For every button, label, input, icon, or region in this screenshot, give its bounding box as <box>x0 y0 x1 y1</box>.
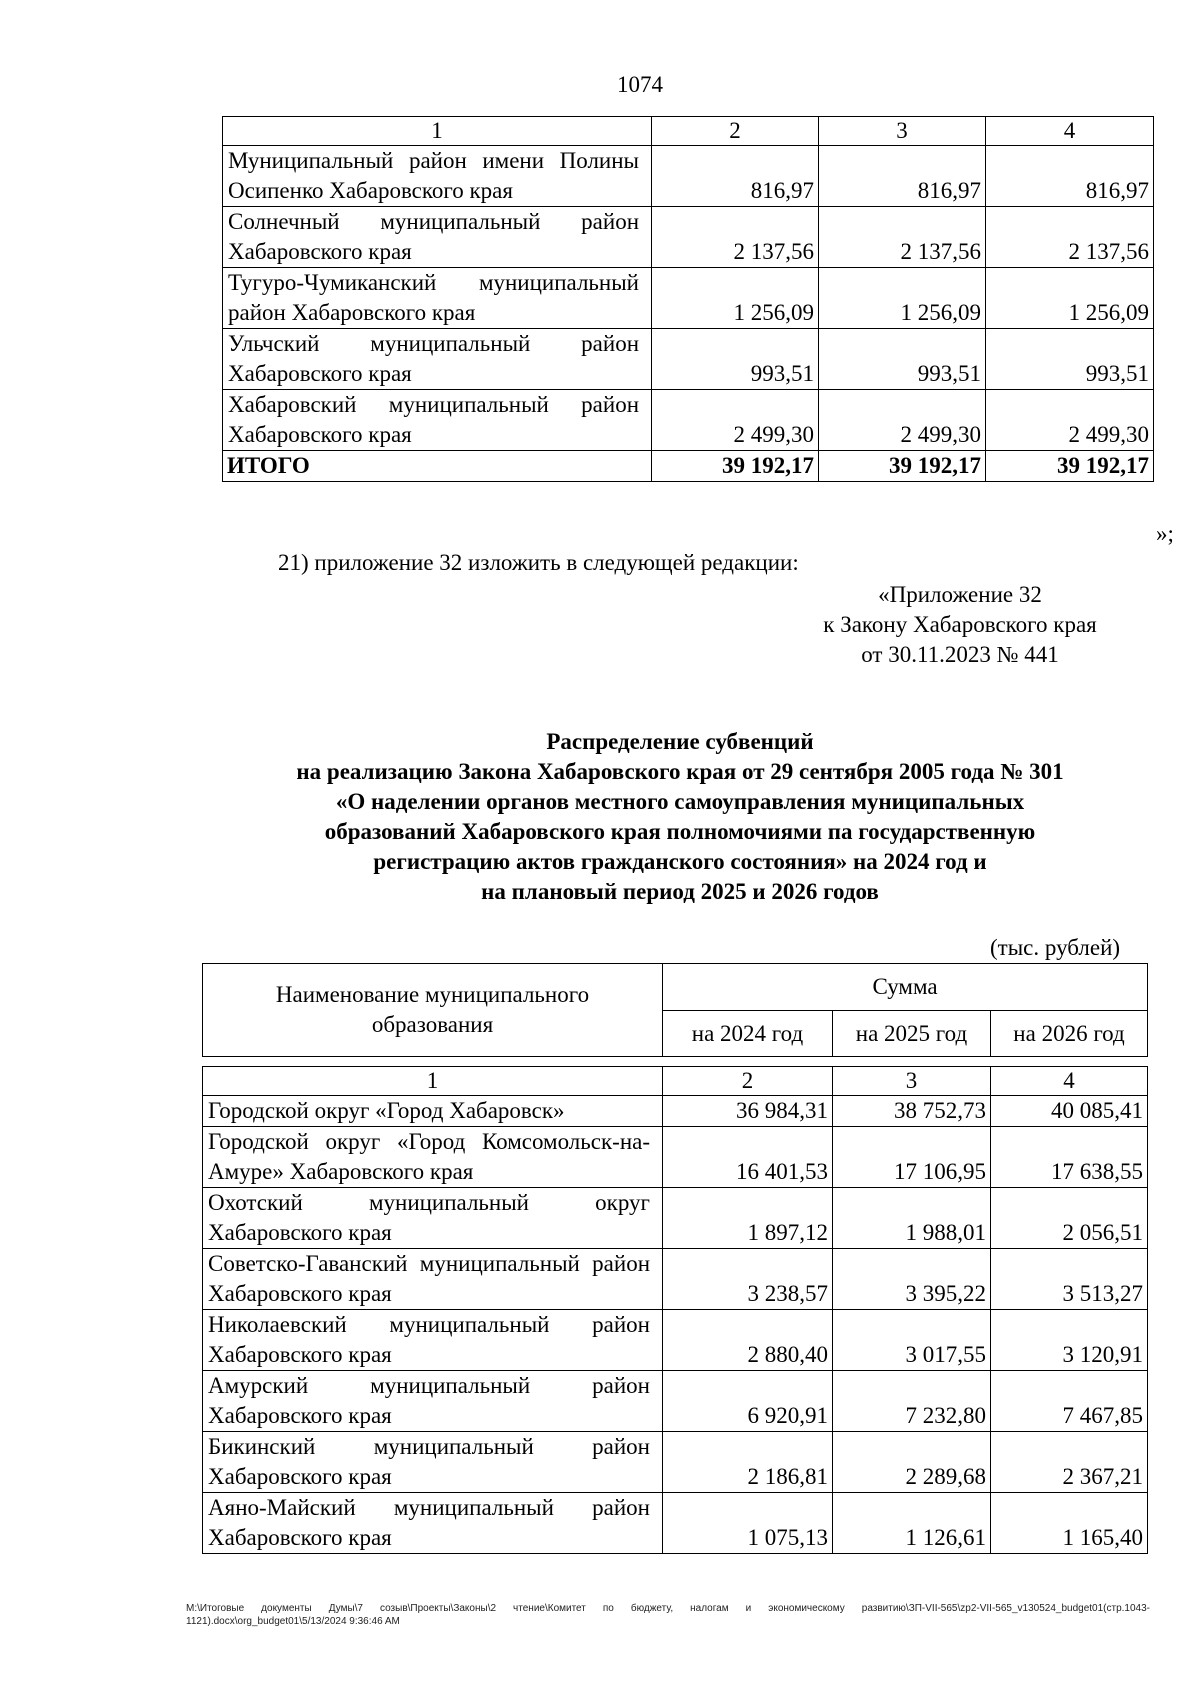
column-number: 1 <box>223 117 652 146</box>
amount-cell: 816,97 <box>986 146 1154 207</box>
table-row <box>223 146 1154 207</box>
amount-2025: 1 126,61 <box>833 1493 991 1554</box>
amount-2025: 3 017,55 <box>833 1310 991 1371</box>
amount-cell: 993,51 <box>652 329 819 390</box>
column-number: 4 <box>991 1067 1148 1096</box>
column-number: 3 <box>819 117 986 146</box>
amount-2026: 3 120,91 <box>991 1310 1148 1371</box>
municipality-name: Солнечный муниципальный район Хабаровского края <box>223 207 652 268</box>
amount-cell: 1 256,09 <box>819 268 986 329</box>
municipality-name: Советско-Гаванский муниципальный район Хабаровского края <box>203 1249 663 1310</box>
title-line: образований Хабаровского края полномочиями па государственную <box>324 819 1036 844</box>
title-line: «О наделении органов местного самоуправления муниципальных <box>335 789 1025 814</box>
appendix-line: от 30.11.2023 № 441 <box>861 642 1059 667</box>
municipality-name: Аяно-Майский муниципальный район Хабаровского края <box>203 1493 663 1554</box>
municipality-name: Муниципальный район имени Полины Осипенко Хабаровского края <box>223 146 652 207</box>
total-row <box>223 451 1154 482</box>
total-amount: 39 192,17 <box>986 451 1154 482</box>
table-row <box>223 268 1154 329</box>
subvention-table-header <box>202 963 1148 1057</box>
municipality-name: Городской округ «Город Хабаровск» <box>203 1096 663 1127</box>
amount-cell: 2 499,30 <box>819 390 986 451</box>
total-amount: 39 192,17 <box>819 451 986 482</box>
appendix-line: к Закону Хабаровского края <box>823 612 1097 637</box>
column-number: 2 <box>663 1067 833 1096</box>
municipality-name: Охотский муниципальный округ Хабаровского края <box>203 1188 663 1249</box>
table-row <box>223 329 1154 390</box>
amendment-paragraph: 21) приложение 32 изложить в следующей редакции: <box>278 550 799 575</box>
column-number: 4 <box>986 117 1154 146</box>
year-header: на 2026 год <box>991 1011 1148 1057</box>
amount-2026: 3 513,27 <box>991 1249 1148 1310</box>
amount-2026: 2 367,21 <box>991 1432 1148 1493</box>
table-row <box>203 1432 1148 1493</box>
amount-2025: 1 988,01 <box>833 1188 991 1249</box>
amount-cell: 2 499,30 <box>986 390 1154 451</box>
amount-cell: 2 499,30 <box>652 390 819 451</box>
amount-2025: 3 395,22 <box>833 1249 991 1310</box>
amount-2026: 2 056,51 <box>991 1188 1148 1249</box>
municipality-name: Тугуро-Чумиканский муниципальный район Хабаровского края <box>223 268 652 329</box>
subvention-table <box>202 1066 1148 1554</box>
table-header-row <box>223 117 1154 146</box>
amount-cell: 2 137,56 <box>819 207 986 268</box>
amount-2024: 6 920,91 <box>663 1371 833 1432</box>
column-number: 1 <box>203 1067 663 1096</box>
table-row <box>223 390 1154 451</box>
document-title <box>180 727 1180 907</box>
municipality-name: Городской округ «Город Комсомольск-на-Амуре» Хабаровского края <box>203 1127 663 1188</box>
municipality-name: Бикинский муниципальный район Хабаровского края <box>203 1432 663 1493</box>
page-number: 1074 <box>617 72 663 97</box>
title-line: Распределение субвенций <box>546 729 814 754</box>
column-number: 2 <box>652 117 819 146</box>
amount-cell: 2 137,56 <box>986 207 1154 268</box>
amount-cell: 1 256,09 <box>986 268 1154 329</box>
table-row <box>203 1096 1148 1127</box>
table-row <box>203 1127 1148 1188</box>
amount-cell: 2 137,56 <box>652 207 819 268</box>
appendix-line: «Приложение 32 <box>878 582 1042 607</box>
municipality-name: Хабаровский муниципальный район Хабаровского края <box>223 390 652 451</box>
table-number-row <box>203 1067 1148 1096</box>
amount-2025: 7 232,80 <box>833 1371 991 1432</box>
sum-header: Сумма <box>663 964 1148 1011</box>
amount-2024: 2 880,40 <box>663 1310 833 1371</box>
amount-cell: 993,51 <box>819 329 986 390</box>
amount-cell: 816,97 <box>819 146 986 207</box>
year-header: на 2025 год <box>833 1011 991 1057</box>
title-line: на реализацию Закона Хабаровского края от 29 сентября 2005 года № 301 <box>296 759 1064 784</box>
amount-2024: 16 401,53 <box>663 1127 833 1188</box>
amount-2024: 2 186,81 <box>663 1432 833 1493</box>
amount-2025: 17 106,95 <box>833 1127 991 1188</box>
amount-2024: 1 075,13 <box>663 1493 833 1554</box>
amount-2024: 1 897,12 <box>663 1188 833 1249</box>
title-line: на плановый период 2025 и 2026 годов <box>481 879 879 904</box>
amount-cell: 993,51 <box>986 329 1154 390</box>
amount-2026: 7 467,85 <box>991 1371 1148 1432</box>
table-row <box>203 1493 1148 1554</box>
continued-allocation-table <box>222 116 1154 482</box>
amount-2025: 38 752,73 <box>833 1096 991 1127</box>
title-line: регистрацию актов гражданского состояния» на 2024 год и <box>373 849 987 874</box>
amount-2024: 3 238,57 <box>663 1249 833 1310</box>
amount-cell: 816,97 <box>652 146 819 207</box>
amount-2025: 2 289,68 <box>833 1432 991 1493</box>
municipality-name: Ульчский муниципальный район Хабаровского края <box>223 329 652 390</box>
amount-2026: 17 638,55 <box>991 1127 1148 1188</box>
amount-2024: 36 984,31 <box>663 1096 833 1127</box>
table-row <box>203 1310 1148 1371</box>
total-amount: 39 192,17 <box>652 451 819 482</box>
units-label: (тыс. рублей) <box>990 935 1121 960</box>
municipality-name: Амурский муниципальный район Хабаровского края <box>203 1371 663 1432</box>
amount-2026: 1 165,40 <box>991 1493 1148 1554</box>
closing-quote-mark: »; <box>1156 521 1174 546</box>
name-column-header: Наименование муниципального образования <box>203 964 663 1057</box>
amount-cell: 1 256,09 <box>652 268 819 329</box>
amount-2026: 40 085,41 <box>991 1096 1148 1127</box>
appendix-reference <box>760 580 1160 670</box>
municipality-name: Николаевский муниципальный район Хабаровского края <box>203 1310 663 1371</box>
table-row <box>203 1249 1148 1310</box>
column-number: 3 <box>833 1067 991 1096</box>
table-row <box>203 1371 1148 1432</box>
table-row <box>223 207 1154 268</box>
file-path-footer: M:\Итоговые документы Думы\7 созыв\Проекты\Законы\2 чтение\Комитет по бюджету, налогам и экономическому развитию\ЗП-VII-565\zp2-VII-565_v130524_budget01(стр.1043-1121).docx\org_budget01\5/13/2024 9:36:46 AM <box>186 1603 1150 1627</box>
total-label: ИТОГО <box>223 451 652 482</box>
year-header: на 2024 год <box>663 1011 833 1057</box>
table-row <box>203 1188 1148 1249</box>
